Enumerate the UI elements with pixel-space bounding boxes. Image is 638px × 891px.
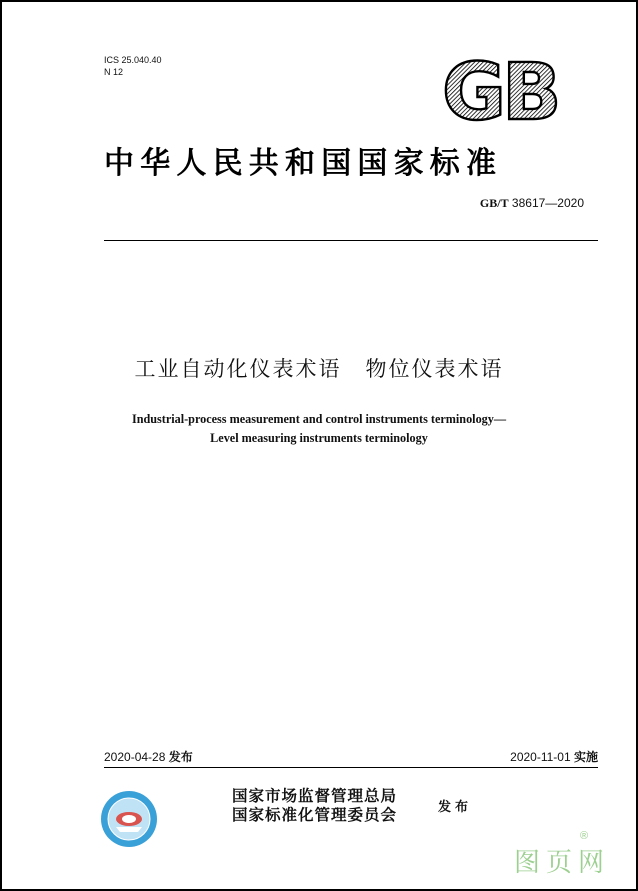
implement-label: 实施 [573,750,598,764]
implement-date-block [510,748,598,765]
title-cn-part1: 工业自动化仪表术语 [134,357,342,381]
issuer-line1: 国家市场监督管理总局 [232,786,398,805]
issue-date-block [104,748,193,765]
issue-date: 2020-04-28 [104,750,166,764]
issuer-line2: 国家标准化管理委员会 [232,805,398,824]
standard-code-prefix: GB/T [479,196,509,210]
classification-codes [104,54,162,78]
document-title-cn [0,353,638,383]
national-standard-heading: 中华人民共和国国家标准 [104,146,503,181]
standard-code-number: 38617—2020 [511,196,584,210]
title-en-line1: Industrial-process measurement and control instruments terminology— [131,412,507,426]
gb-logo-text: GB [442,58,558,124]
gb-logo-icon [440,58,570,124]
watermark-logo: 图页网 [514,848,611,878]
publish-label: 发布 [438,800,473,815]
certification-seal-icon [100,790,158,848]
ics-code: ICS 25.040.40 [104,55,162,65]
title-en-line2: Level measuring instruments terminology [210,431,428,445]
document-title-en [0,410,638,448]
issuing-authorities [232,786,397,824]
issue-label: 发布 [168,750,193,764]
ccs-code: N 12 [104,67,124,77]
bottom-divider [104,767,598,768]
standard-code [0,196,584,211]
top-divider [104,240,598,241]
implement-date: 2020-11-01 [510,750,571,764]
registered-mark: ® [580,830,589,842]
title-cn-part2: 物位仪表术语 [365,357,504,381]
